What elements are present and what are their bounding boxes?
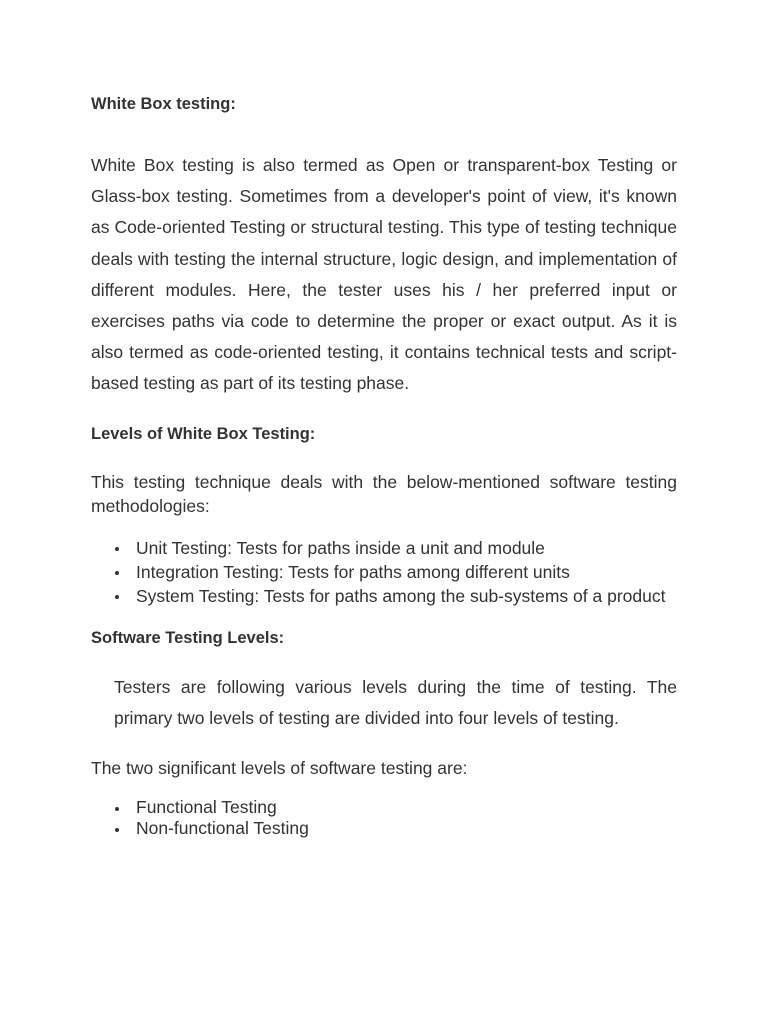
white-box-testing-heading: White Box testing: xyxy=(91,95,236,113)
significant-levels-paragraph: The two significant levels of software testing are: xyxy=(91,758,468,779)
document-body xyxy=(91,92,677,839)
list-item-text: System Testing: Tests for paths among the sub-systems of a product xyxy=(136,585,666,606)
list-item-text: Non-functional Testing xyxy=(136,818,309,839)
list-item-text: Integration Testing: Tests for paths among different units xyxy=(136,561,570,582)
methodologies-intro-paragraph: This testing technique deals with the below-mentioned software testing methodologies: xyxy=(91,471,677,516)
testing-levels-paragraph: Testers are following various levels during the time of testing. The primary two levels of testing are divided into four levels of testing. xyxy=(114,676,677,728)
list-item-text: Functional Testing xyxy=(136,797,277,818)
list-item xyxy=(91,818,677,839)
bullet-icon xyxy=(115,595,119,599)
list-item xyxy=(91,584,677,608)
list-item xyxy=(91,797,677,818)
white-box-description-paragraph: White Box testing is also termed as Open or transparent-box Testing or Glass-box testing. Sometimes from a developer's point of view, it's known as Code-oriented Testing or structural testing. This type of testing technique deals with testing the internal structure, logic design, and implementation of different modules. Here, the tester uses his / her preferred input or exercises paths via code to determine the proper or exact output. As it is also termed as code-oriented testing, it contains technical tests and script-based testing as part of its testing phase. xyxy=(91,155,677,394)
list-item-text: Unit Testing: Tests for paths inside a unit and module xyxy=(136,537,545,558)
list-item xyxy=(91,536,677,560)
significant-levels-list xyxy=(91,797,677,839)
levels-of-white-box-testing-heading: Levels of White Box Testing: xyxy=(91,424,316,443)
bullet-icon xyxy=(115,807,119,811)
bullet-icon xyxy=(115,571,119,575)
list-item xyxy=(91,560,677,584)
bullet-icon xyxy=(115,547,119,551)
methodologies-list xyxy=(91,536,677,608)
bullet-icon xyxy=(115,828,119,832)
software-testing-levels-heading: Software Testing Levels: xyxy=(91,628,285,647)
